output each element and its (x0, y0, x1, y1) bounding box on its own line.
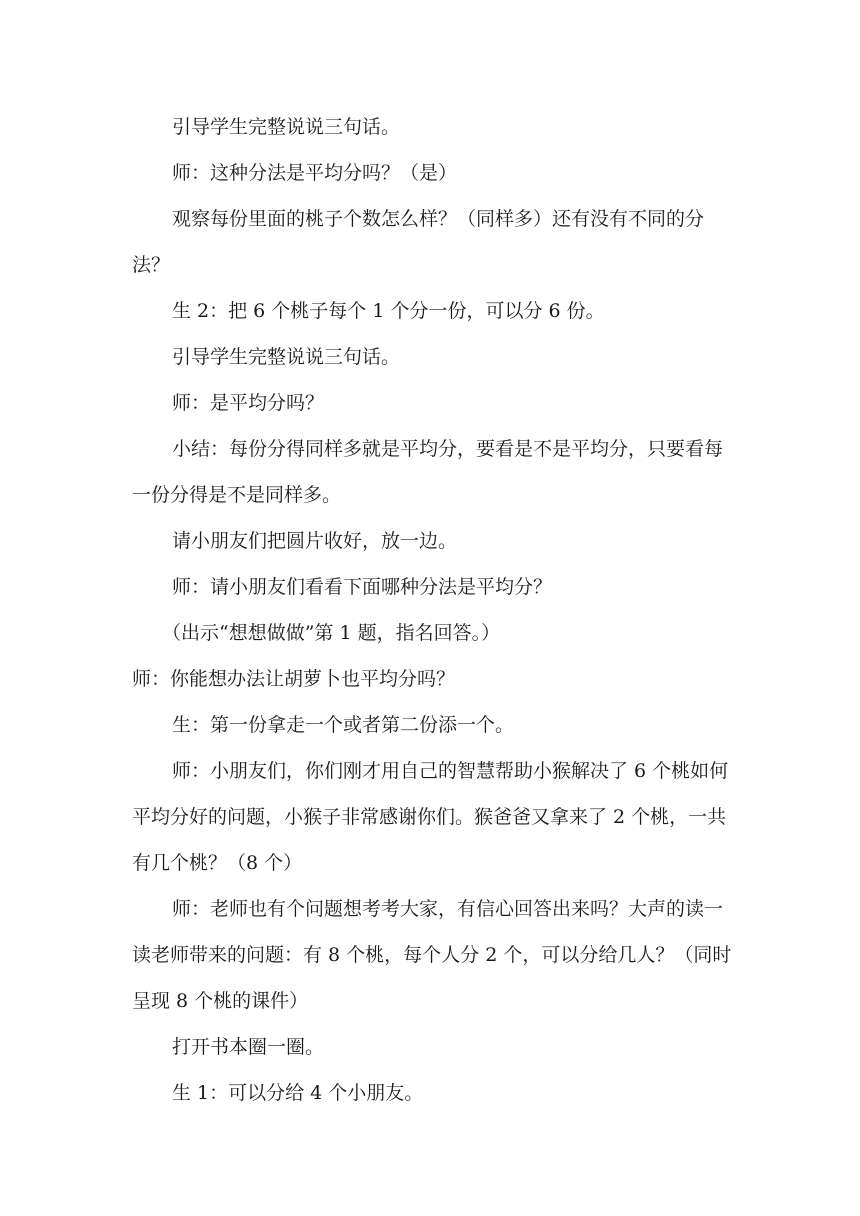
paragraph: 生：第一份拿走一个或者第二份添一个。 (172, 714, 515, 736)
paragraph: 生 2：把 6 个桃子每个 1 个分一份，可以分 6 份。 (172, 300, 605, 322)
paragraph: 师：请小朋友们看看下面哪种分法是平均分？ (172, 576, 553, 598)
paragraph: （出示“想想做做”第 1 题，指名回答。） (162, 622, 501, 644)
paragraph: 引导学生完整说说三句话。 (172, 346, 401, 368)
document-page (132, 104, 732, 1116)
paragraph: 生 1：可以分给 4 个小朋友。 (172, 1082, 424, 1104)
paragraph: 师：你能想办法让胡萝卜也平均分吗？ (132, 668, 456, 690)
paragraph: 师：老师也有个问题想考考大家，有信心回答出来吗？大声的读一读老师带来的问题：有 8 个桃，每个人分 2 个，可以分给几人？（同时呈现 8 个桃的课件） (132, 898, 732, 1012)
paragraph: 打开书本圈一圈。 (172, 1036, 325, 1058)
paragraph: 师：小朋友们，你们刚才用自己的智慧帮助小猴解决了 6 个桃如何平均分好的问题，小猴子非常感谢你们。猴爸爸又拿来了 2 个桃，一共有几个桃？（8 个） (132, 760, 729, 874)
paragraph: 观察每份里面的桃子个数怎么样？（同样多）还有没有不同的分法？ (132, 208, 705, 276)
paragraph: 师：是平均分吗？ (172, 392, 325, 414)
paragraph: 师：这种分法是平均分吗？（是） (172, 162, 458, 184)
paragraph: 请小朋友们把圆片收好，放一边。 (172, 530, 458, 552)
paragraph: 引导学生完整说说三句话。 (172, 116, 401, 138)
paragraph: 小结：每份分得同样多就是平均分，要看是不是平均分，只要看每一份分得是不是同样多。 (132, 438, 724, 506)
